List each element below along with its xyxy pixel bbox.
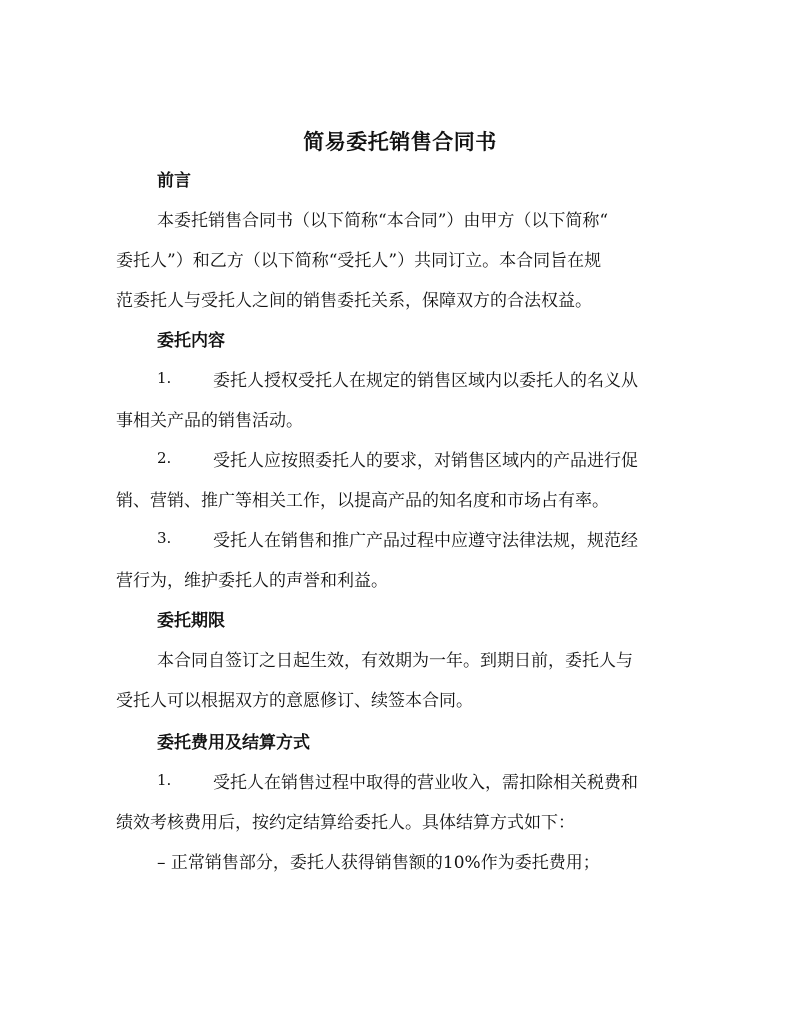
list-item-line: 营行为，维护委托人的声誉和利益。	[116, 571, 388, 591]
list-item-line: 委托人授权受托人在规定的销售区域内以委托人的名义从	[213, 371, 638, 391]
list-item-line: 销、营销、推广等相关工作，以提高产品的知名度和市场占有率。	[116, 491, 609, 511]
section-heading-content: 委托内容	[157, 331, 225, 351]
paragraph-line: 本委托销售合同书（以下简称“本合同”）由甲方（以下简称“	[157, 211, 609, 231]
list-item-line: 绩效考核费用后，按约定结算给委托人。具体结算方式如下：	[116, 813, 575, 833]
list-number: 3.	[157, 529, 172, 547]
paragraph-line: 范委托人与受托人之间的销售委托关系，保障双方的合法权益。	[116, 291, 592, 311]
section-heading-fees: 委托费用及结算方式	[157, 733, 310, 753]
list-number: 2.	[157, 449, 172, 467]
paragraph-line: 委托人”）和乙方（以下简称“受托人”）共同订立。本合同旨在规	[116, 251, 602, 271]
paragraph-line: 本合同自签订之日起生效，有效期为一年。到期日前，委托人与	[157, 651, 633, 671]
list-item-line: 受托人应按照委托人的要求，对销售区域内的产品进行促	[213, 451, 638, 471]
section-heading-preface: 前言	[157, 171, 191, 191]
document-title: 简易委托销售合同书	[303, 129, 497, 154]
list-number: 1.	[157, 771, 172, 789]
list-item-line: 受托人在销售和推广产品过程中应遵守法律法规，规范经	[213, 531, 638, 551]
paragraph-line: 受托人可以根据双方的意愿修订、续签本合同。	[116, 691, 473, 711]
list-item-line: 事相关产品的销售活动。	[116, 411, 303, 431]
section-heading-term: 委托期限	[157, 611, 225, 631]
list-number: 1.	[157, 369, 172, 387]
bullet-line: – 正常销售部分，委托人获得销售额的10%作为委托费用；	[157, 853, 600, 873]
list-item-line: 受托人在销售过程中取得的营业收入，需扣除相关税费和	[213, 773, 638, 793]
